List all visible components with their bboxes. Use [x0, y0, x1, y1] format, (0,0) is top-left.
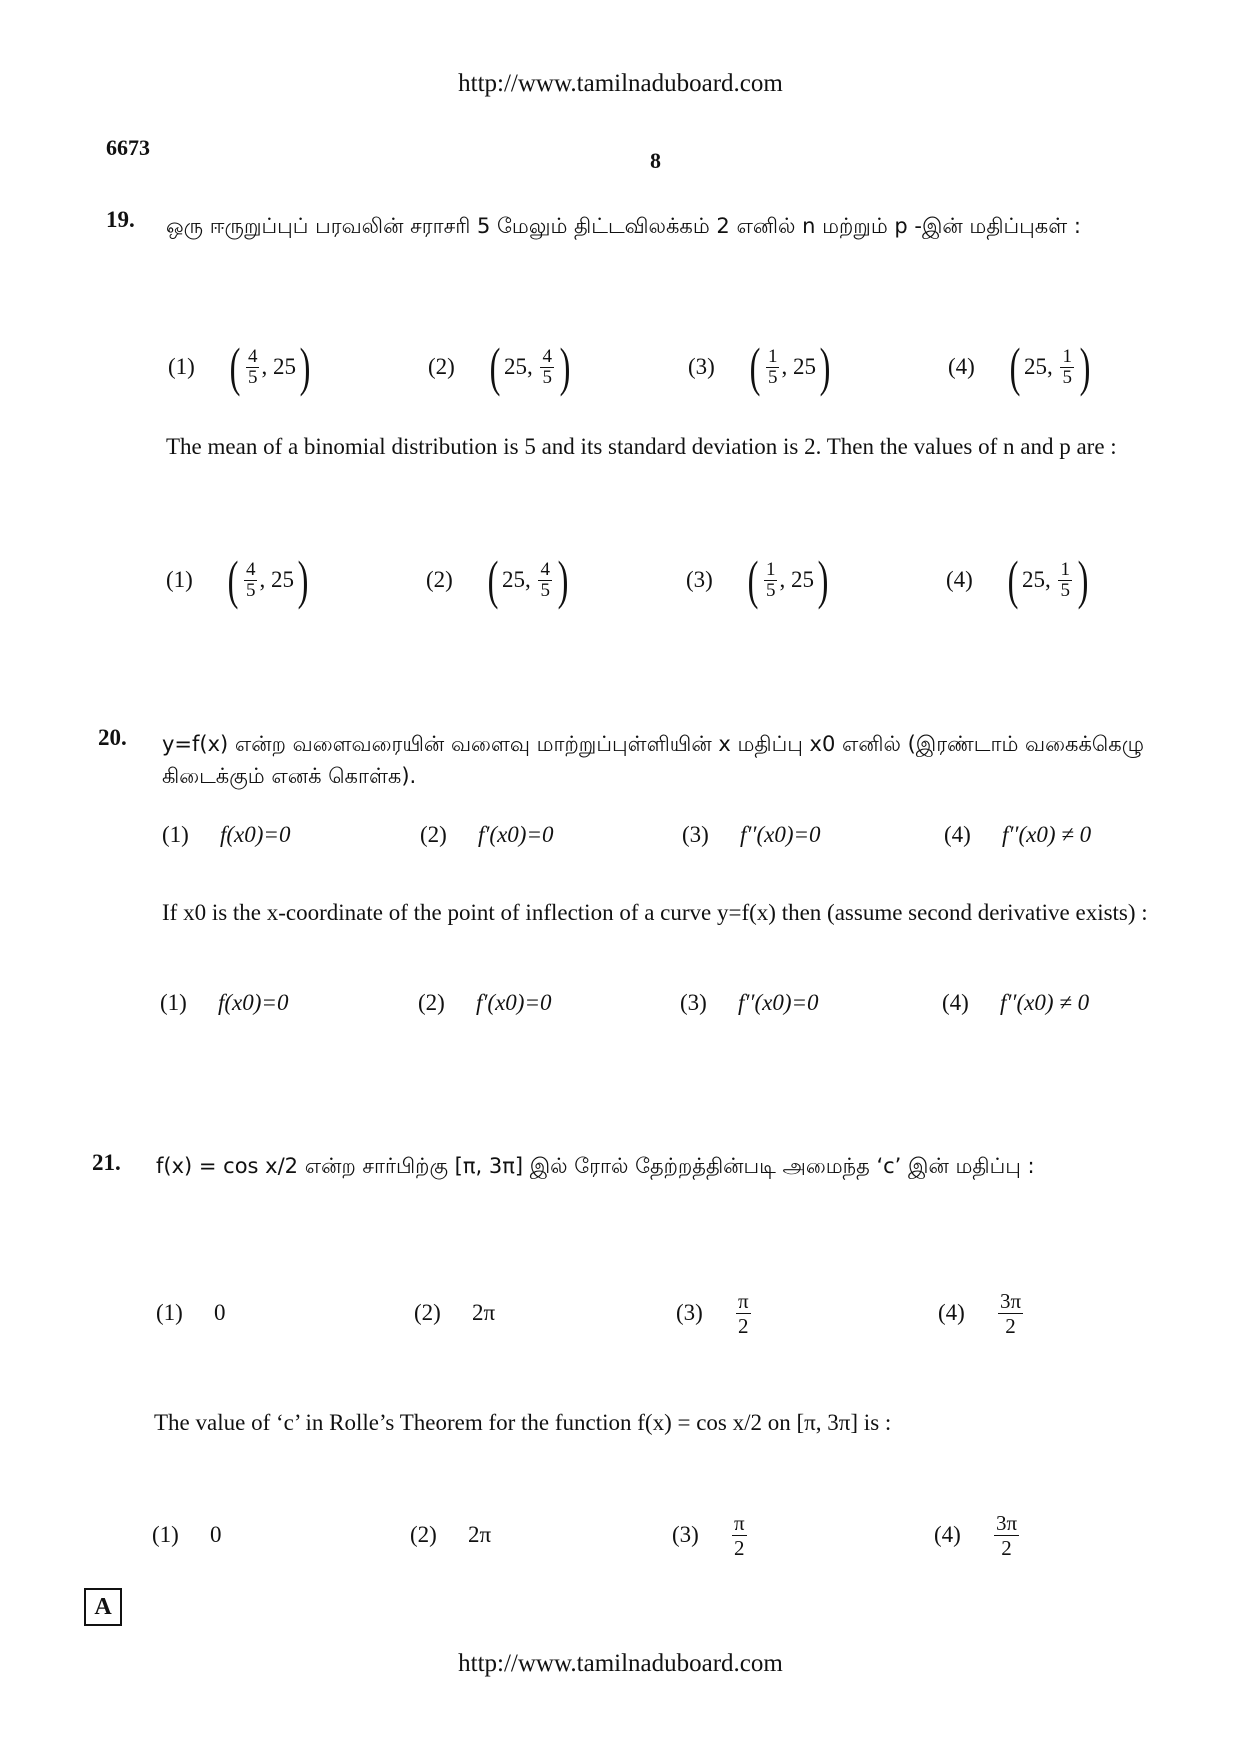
q21-option-2: (2) 2π — [414, 1300, 496, 1325]
q19-option-1: (1) ( $\frac{4}{5}$ , 25 ) — [166, 550, 309, 610]
q20-option-3: (3) f′′(x0)=0 — [680, 990, 819, 1015]
q21-english-text: The value of ‘c’ in Rolle’s Theorem for the function f(x) = cos x/2 on [π, 3π] is : — [154, 1410, 892, 1435]
q19-option-1: (1) ( $\frac{4}{5}$ , 25 ) — [168, 337, 311, 397]
q21-tamil-options — [0, 1278, 1241, 1348]
q19-option-2: (2) ( 25 , $\frac{4}{5}$ ) — [428, 337, 571, 397]
q20-english-options — [0, 978, 1241, 1028]
page-number: 8 — [650, 148, 661, 173]
q20-english-text: If x0 is the x-coordinate of the point of inflection of a curve y=f(x) then (assume second derivative exists) : — [162, 900, 1148, 925]
footer-url[interactable]: http://www.tamilnaduboard.com — [458, 1650, 783, 1677]
q19-option-3: (3) ( $\frac{1}{5}$ , 25 ) — [688, 337, 831, 397]
q21-number: 21. — [92, 1150, 121, 1175]
q21-option-4: (4) $\frac{3\pi}{2}$ — [934, 1510, 1018, 1560]
q20-option-2: (2) f′(x0)=0 — [420, 822, 554, 847]
header-url[interactable]: http://www.tamilnaduboard.com — [458, 70, 783, 97]
q19-tamil-text: ஒரு ஈருறுப்புப் பரவலின் சராசரி 5 மேலும் திட்டவிலக்கம் 2 எனில் n மற்றும் p -இன் மதிப்புகள் : — [166, 214, 1081, 238]
q19-english-options — [0, 545, 1241, 615]
q20-option-2: (2) f′(x0)=0 — [418, 990, 552, 1015]
q20-tamil-options — [0, 810, 1241, 860]
q19-option-4: (4) ( 25 , $\frac{1}{5}$ ) — [948, 337, 1091, 397]
q21-tamil-text: f(x) = cos x/2 என்ற சார்பிற்கு [π, 3π] இல் ரோல் தேற்றத்தின்படி அமைந்த ‘c’ இன் மதிப்பு : — [156, 1154, 1035, 1178]
paper-code: 6673 — [106, 135, 150, 160]
q20-tamil-text: y=f(x) என்ற வளைவரையின் வளைவு மாற்றுப்புள்ளியின் x மதிப்பு x0 எனில் (இரண்டாம் வகைக்கெழு கிடைக்கும் எனக் கொள்க). — [162, 732, 1145, 788]
q21-option-1: (1) 0 — [152, 1522, 222, 1547]
q19-english-text: The mean of a binomial distribution is 5 and its standard deviation is 2. Then the values of n and p are : — [166, 434, 1117, 459]
q20-option-1: (1) f(x0)=0 — [162, 822, 291, 847]
q21-option-4: (4) $\frac{3\pi}{2}$ — [938, 1288, 1022, 1338]
q20-option-3: (3) f′′(x0)=0 — [682, 822, 821, 847]
q21-option-1: (1) 0 — [156, 1300, 226, 1325]
q20-option-1: (1) f(x0)=0 — [160, 990, 289, 1015]
q19-option-2: (2) ( 25 , $\frac{4}{5}$ ) — [426, 550, 569, 610]
q20-number: 20. — [98, 725, 127, 750]
q19-option-4: (4) ( 25 , $\frac{1}{5}$ ) — [946, 550, 1089, 610]
q19-number: 19. — [106, 207, 135, 232]
q21-option-2: (2) 2π — [410, 1522, 492, 1547]
q19-option-3: (3) ( $\frac{1}{5}$ , 25 ) — [686, 550, 829, 610]
q20-option-4: (4) f′′(x0) ≠ 0 — [944, 822, 1092, 847]
q19-tamil-options — [0, 332, 1241, 402]
q21-option-3: (3) $\frac{\pi}{2}$ — [676, 1288, 749, 1338]
q21-option-3: (3) $\frac{\pi}{2}$ — [672, 1510, 745, 1560]
q21-english-options — [0, 1500, 1241, 1570]
series-box: A — [84, 1588, 122, 1626]
q20-option-4: (4) f′′(x0) ≠ 0 — [942, 990, 1090, 1015]
